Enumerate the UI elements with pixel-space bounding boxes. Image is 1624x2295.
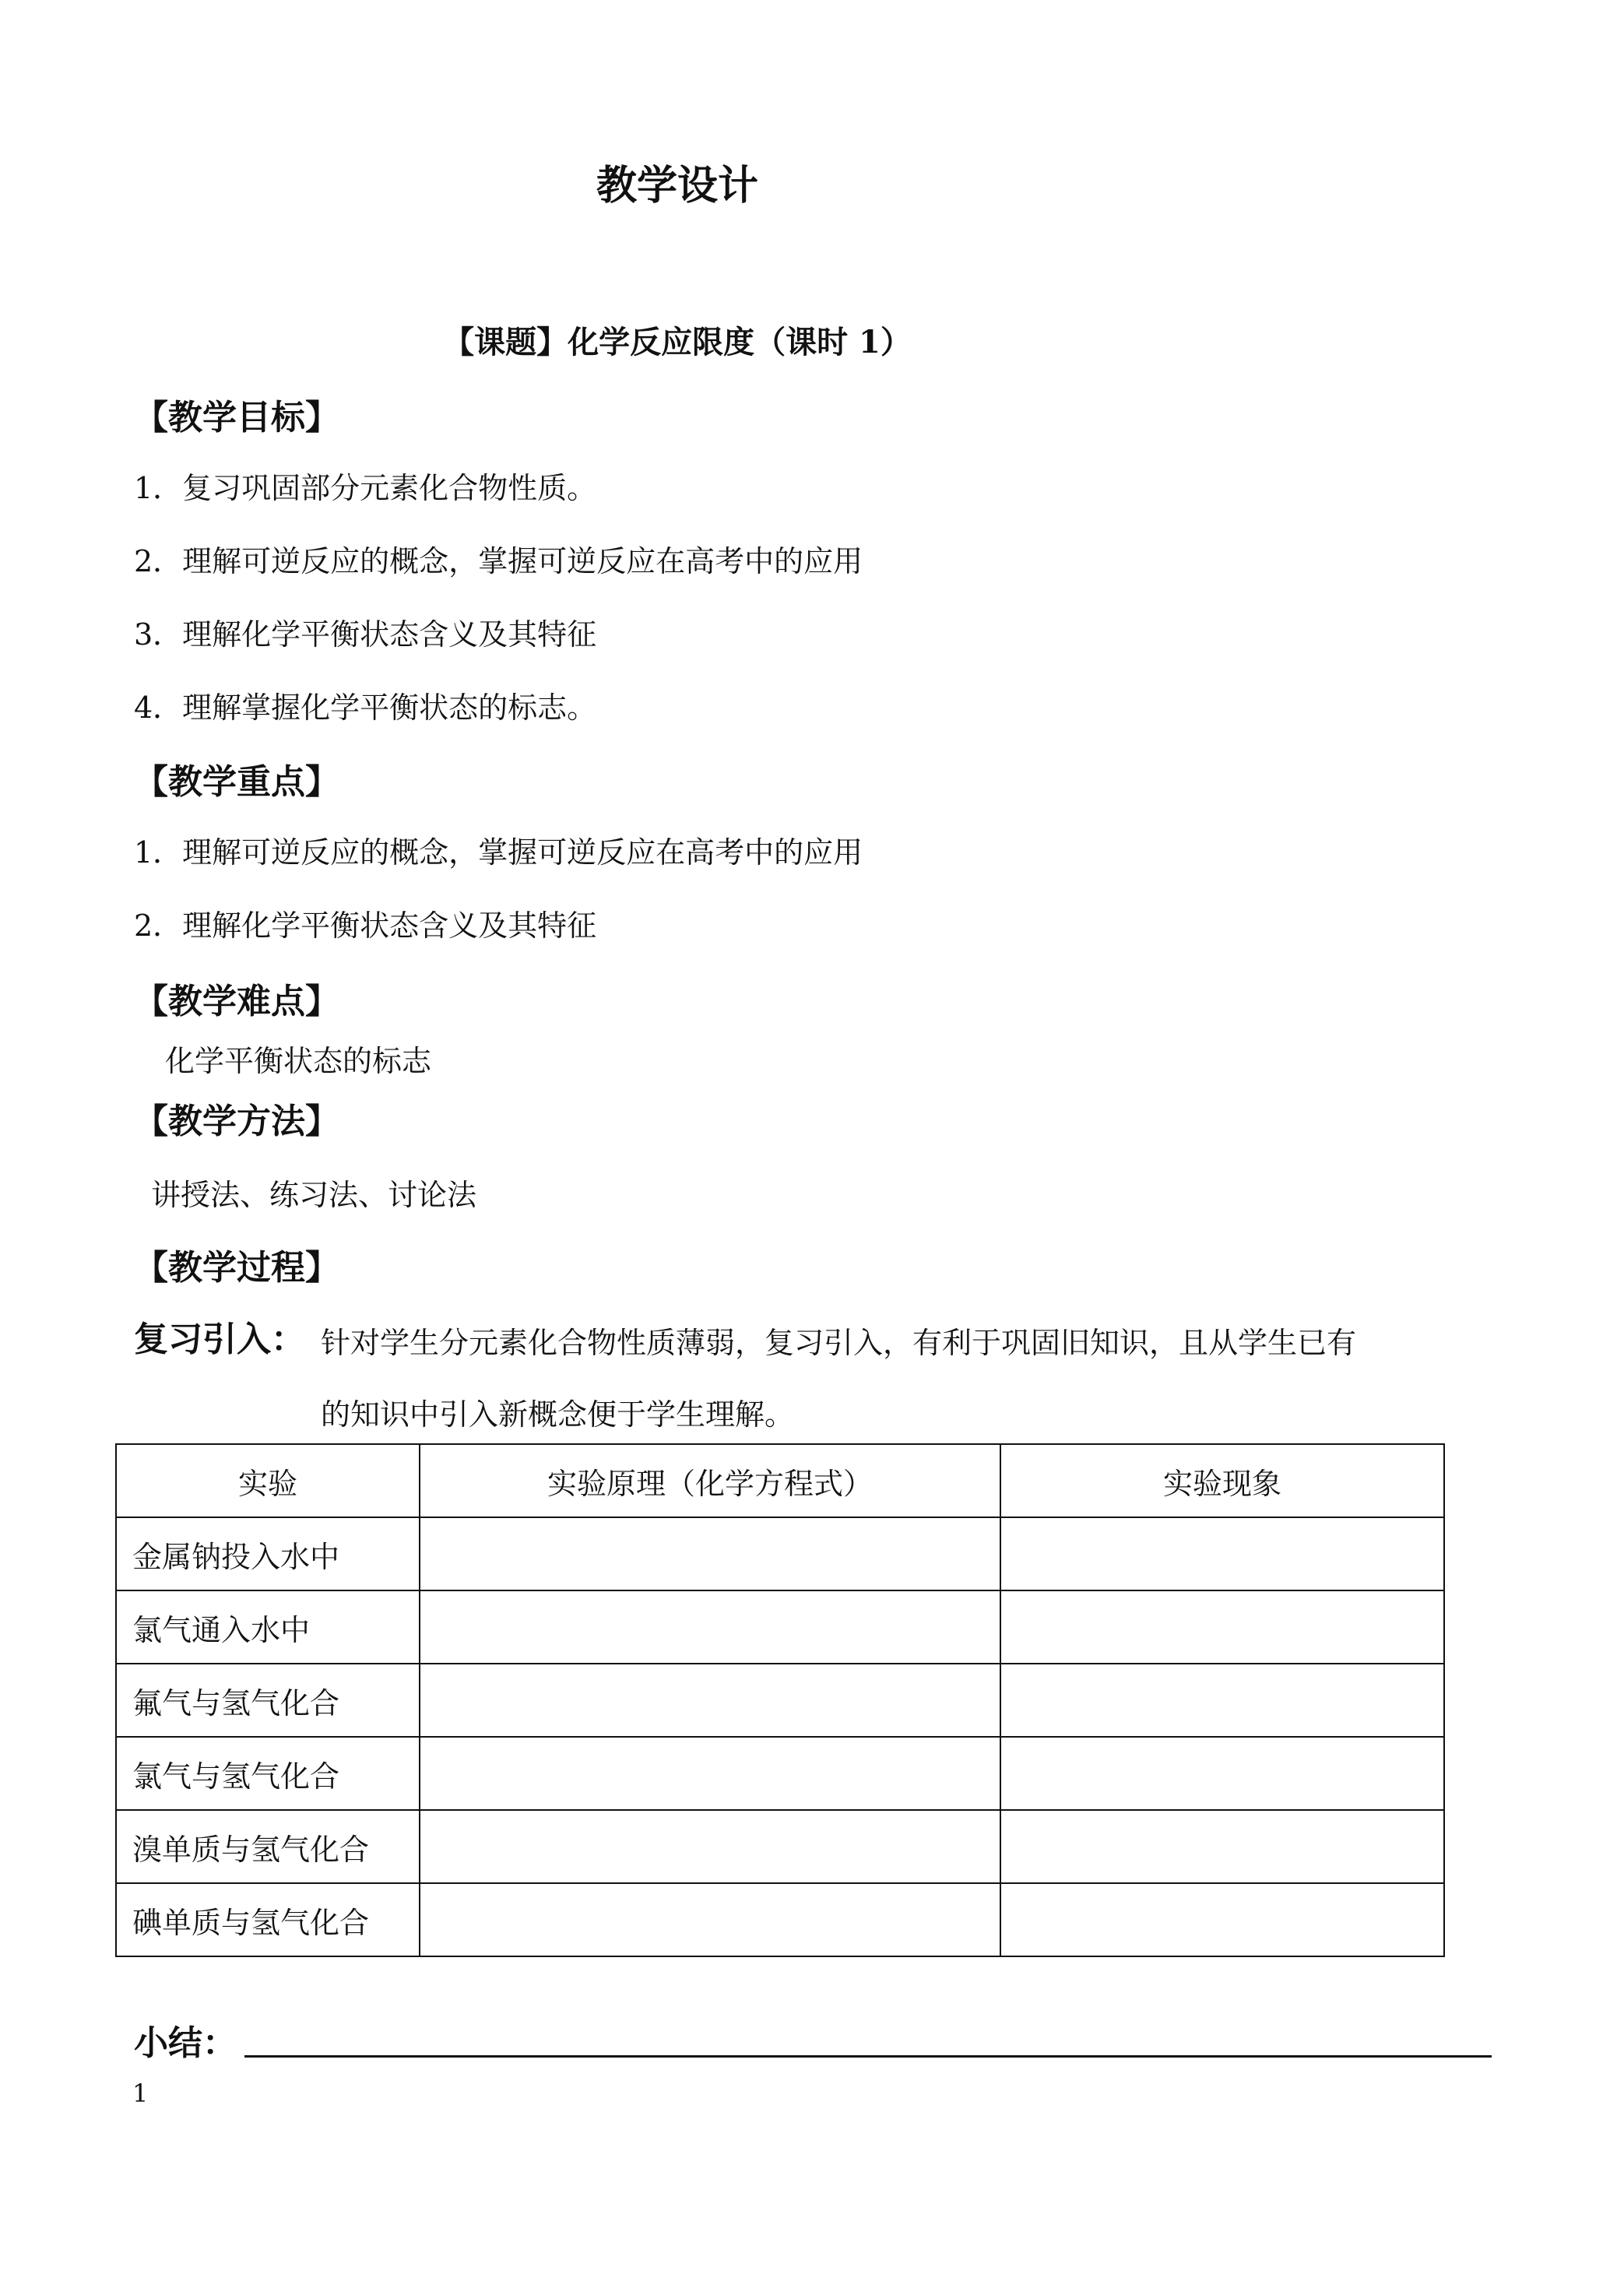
methods-text: 讲授法、练习法、讨论法 [151,1178,477,1212]
header-experiment: 实验 [116,1444,420,1517]
table-row [116,1517,1444,1590]
principle-cell [420,1883,1000,1956]
experiment-name: 氟气与氢气化合 [116,1664,420,1737]
principle-cell [420,1664,1000,1737]
objectives-heading: 【教学目标】 [134,398,339,438]
experiment-name: 碘单质与氢气化合 [116,1883,420,1956]
experiment-name: 溴单质与氢气化合 [116,1810,420,1883]
phenomenon-cell [1000,1590,1444,1664]
experiment-name: 金属钠投入水中 [116,1517,420,1590]
header-phenomenon: 实验现象 [1000,1444,1444,1517]
page-number: 1 [132,2079,149,2108]
review-intro-text-line1: 针对学生分元素化合物性质薄弱，复习引入，有利于巩固旧知识，且从学生已有 [321,1326,1357,1360]
phenomenon-cell [1000,1517,1444,1590]
phenomenon-cell [1000,1810,1444,1883]
experiment-name: 氯气通入水中 [116,1590,420,1664]
key-point-item-1: 1．理解可逆反应的概念，掌握可逆反应在高考中的应用 [134,835,863,870]
phenomenon-cell [1000,1737,1444,1810]
principle-cell [420,1517,1000,1590]
summary-label: 小结： [134,2023,237,2063]
table-row [116,1664,1444,1737]
difficulty-text: 化学平衡状态的标志 [165,1044,432,1078]
review-intro-text-line2: 的知识中引入新概念便于学生理解。 [321,1397,795,1432]
experiment-name: 氯气与氢气化合 [116,1737,420,1810]
principle-cell [420,1737,1000,1810]
phenomenon-cell [1000,1883,1444,1956]
table-row [116,1810,1444,1883]
table-header-row [116,1444,1444,1517]
phenomenon-cell [1000,1664,1444,1737]
lesson-subject: 【课题】化学反应限度（课时 1） [443,324,912,360]
document-title: 教学设计 [596,162,758,209]
difficulty-heading: 【教学难点】 [134,982,339,1021]
principle-cell [420,1590,1000,1664]
experiment-table [115,1443,1445,1957]
table-row [116,1883,1444,1956]
review-intro-label: 复习引入： [134,1320,305,1359]
table-row [116,1590,1444,1664]
objective-item-4: 4．理解掌握化学平衡状态的标志。 [134,691,597,725]
table-row [116,1737,1444,1810]
header-principle: 实验原理（化学方程式） [420,1444,1000,1517]
methods-heading: 【教学方法】 [134,1102,339,1141]
objective-item-1: 1．复习巩固部分元素化合物性质。 [134,471,597,505]
summary-answer-line [244,2055,1492,2058]
objective-item-2: 2．理解可逆反应的概念，掌握可逆反应在高考中的应用 [134,544,863,578]
objective-item-3: 3．理解化学平衡状态含义及其特征 [134,617,597,652]
process-heading: 【教学过程】 [134,1248,339,1288]
key-point-item-2: 2．理解化学平衡状态含义及其特征 [134,909,597,943]
principle-cell [420,1810,1000,1883]
key-points-heading: 【教学重点】 [134,762,339,802]
